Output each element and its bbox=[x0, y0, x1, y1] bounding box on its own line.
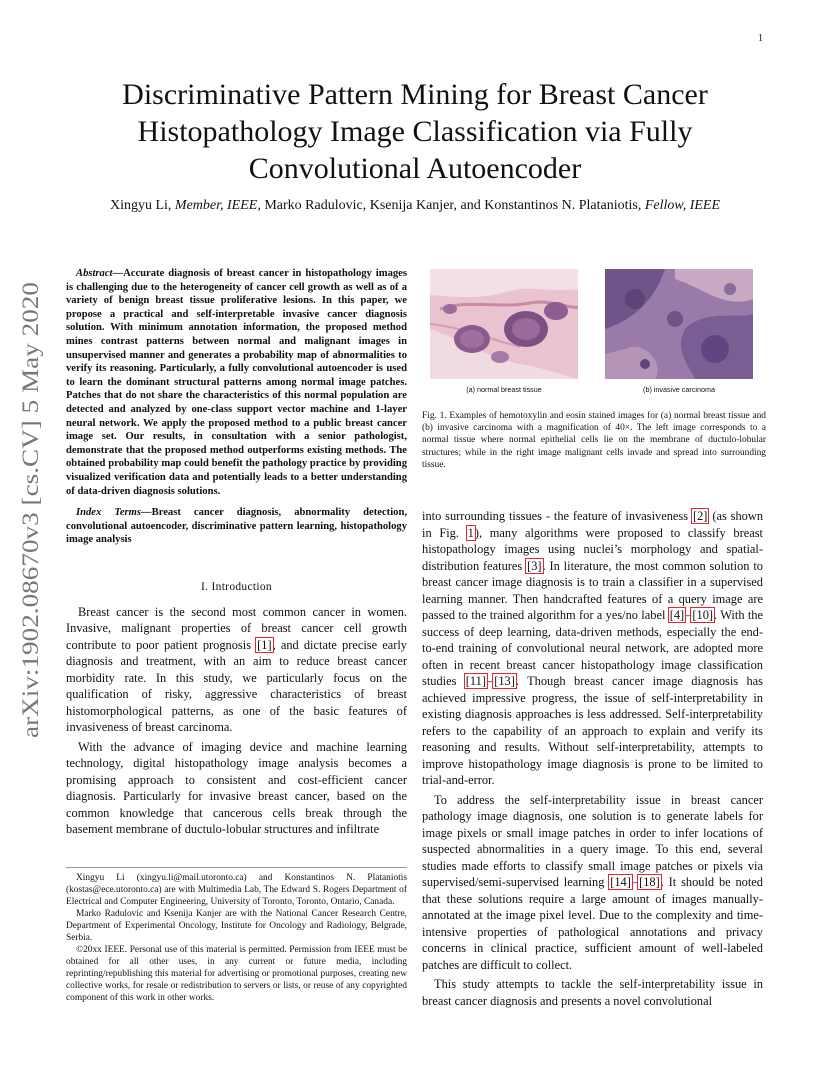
right-column bbox=[422, 508, 763, 1009]
footnote-copyright: ©20xx IEEE. Personal use of this material is permitted. Permission from IEEE must be obtained for all other uses, in any current or future media, including reprinting/republishing this material for advertising or promotional purposes, creating new collective works, for resale or redistribution to servers or lists, or reuse of any copyrighted component of this work in other works. bbox=[66, 945, 407, 1003]
paragraph-text: – bbox=[486, 674, 494, 688]
footnote-affiliation-1: Xingyu Li (xingyu.li@mail.utoronto.ca) and Konstantinos N. Plataniotis (kostas@ece.utoronto.ca) are with Multimedia Lab, The Edward S. Rogers Department of Electrical and Computer Engineering, University of Toronto, Toronto, Ontario, Canada. bbox=[66, 873, 407, 907]
page-number: 1 bbox=[758, 33, 763, 44]
abstract-label: Abstract bbox=[76, 268, 113, 279]
figure-reference-link[interactable]: 1 bbox=[467, 525, 474, 540]
normal-tissue-image bbox=[430, 269, 578, 379]
abstract-text: —Accurate diagnosis of breast cancer in histopathology images is challenging due to the heterogeneity of cancer cell growth as well as of a variety of benign breast tissue proliferative lesions. In this paper, we propose a practical and self-interpretable invasive cancer diagnosis solution. With minimum annotation information, the proposed method mines contrast patterns between normal and malignant images in unsupervised manner and generates a probability map of abnormalities to verify its reasoning. Particularly, a fully convolutional autoencoder is used to learn the dominant structural patterns among normal image patches. Patches that do not share the characteristics of this normal population are detected and analyzed by one-class support vector machine and 1-layer neural network. We apply the proposed method to a public breast cancer image set. Our results, in consultation with a senior pathologist, demonstrate that the proposed method outperforms existing methods. The obtained probability map could benefit the pathology practice by providing visualized verification data and potentially leads to a better understanding of data-driven diagnosis solutions. bbox=[66, 268, 407, 497]
author-list bbox=[60, 198, 770, 214]
figure-caption: Fig. 1. Examples of hemotoxylin and eosin stained images for (a) normal breast tissue and (b) invasive carcinoma with a magnification of 40×. The left image corresponds to a normal tissue where normal epithelial cells lie on the membrane of ductulo-lobular structures; while in the right image malignant cells invade and spread into surrounding tissue. bbox=[422, 411, 766, 470]
paragraph-text: – bbox=[631, 875, 639, 889]
index-terms-label: Index Terms bbox=[76, 507, 142, 519]
footnotes bbox=[66, 867, 407, 1004]
paragraph-text: With the advance of imaging device and machine learning technology, digital histopathology image analysis becomes a promising approach to consistent and cost-efficient cancer diagnosis. Particularly for invasive breast cancer, based on the common knowledge that cancerous cells break through the basement membrane of ductulo-lobular structures and infiltrate bbox=[66, 739, 407, 837]
author-name: Marko Radulovic, Ksenija Kanjer, and Konstantinos N. Plataniotis, bbox=[260, 198, 645, 213]
paragraph-text: Breast cancer is the second most common cancer in women. Invasive, malignant properties of breast cancer cell growth contribute to poor patient prognosis bbox=[66, 604, 407, 652]
intro-paragraph-4 bbox=[422, 792, 763, 974]
paragraph-text: , and dictate precise early diagnosis and treatment, with an aim to reduce breast cancer morbidity rate. In this study, we particularly focus on the qualification of risky, aggressive characteristics of breast histomorphological patterns, as one of the basic features of invasiveness of breast carcinoma. bbox=[66, 637, 407, 735]
subcaption-invasive: (b) invasive carcinoma bbox=[643, 385, 715, 394]
citation-link[interactable]: [3] bbox=[527, 558, 542, 573]
citation-link[interactable]: [14] bbox=[610, 875, 631, 889]
paragraph-text: . With the success of deep learning, data-driven methods, especially the end-to-end training of convolutional neural network, are adopted more often in recent breast cancer histopathology image classification studies bbox=[422, 608, 763, 688]
paragraph-text: . In literature, the most common solution to breast cancer image diagnosis is to train a classifier in a supervised learning manner. Then handcrafted features of a query image are passed to the trained algorithm for a yes/no label bbox=[422, 558, 763, 622]
invasive-carcinoma-image bbox=[605, 269, 753, 379]
arxiv-identifier-stamp[interactable] bbox=[6, 280, 46, 738]
citation-link[interactable]: [10] bbox=[692, 608, 714, 622]
title-line-1: Discriminative Pattern Mining for Breast Cancer bbox=[122, 78, 708, 111]
paragraph-text: To address the self-interpretability issue in breast cancer pathology image diagnosis, one solution is to generate labels for image pixels or small image patches in order to infer locations of suspected abnormalities in a query image. To this end, several studies made efforts to classify small image patches or pixels via supervised/semi-supervised learning bbox=[422, 792, 763, 889]
paragraph-text: (as shown in Fig. bbox=[422, 509, 764, 540]
citation-link[interactable]: [18] bbox=[639, 875, 660, 889]
author-name: Xingyu Li, bbox=[109, 198, 175, 213]
author-membership: Member, IEEE, bbox=[174, 198, 261, 213]
subcaption-normal: (a) normal breast tissue bbox=[466, 385, 542, 394]
intro-paragraph-2 bbox=[66, 739, 407, 838]
paragraph-text: – bbox=[685, 608, 692, 622]
intro-paragraph-5 bbox=[422, 976, 763, 1009]
title-line-3: Convolutional Autoencoder bbox=[248, 152, 582, 185]
index-terms bbox=[66, 506, 407, 547]
citation-link[interactable]: [13] bbox=[494, 674, 515, 688]
index-terms-text: —Breast cancer diagnosis, abnormality detection, convolutional autoencoder, discriminative pattern learning, histopathology image analysis bbox=[66, 507, 407, 546]
paragraph-text: . It should be noted that these solutions require a large amount of images manually-annotated at the image pixel level. Due to the complexity and time-intensive properties of pathological annotations and privacy concerns in clinical practice, sufficient amount of well-labeled patches are difficult to collect. bbox=[422, 875, 763, 972]
paragraph-text: This study attempts to tackle the self-interpretability issue in breast cancer diagnosis and presents a novel convolutional bbox=[422, 977, 763, 1008]
paragraph-text: . Though breast cancer image diagnosis has achieved impressive progress, the issue of self-interpretability in existing diagnosis approaches is less addressed. Self-interpretability refers to the capability of an approach to explain and verify its reasoning and results. Without self-interpretability, attempts to improve histopathology image diagnosis is prone to be limited to trial-and-error. bbox=[422, 674, 763, 787]
abstract bbox=[66, 267, 407, 498]
section-heading-introduction: I. Introduction bbox=[201, 580, 272, 593]
paper-title bbox=[70, 76, 760, 187]
left-column bbox=[66, 267, 407, 838]
paragraph-text: into surrounding tissues - the feature of invasiveness bbox=[422, 509, 692, 523]
author-membership: Fellow, IEEE bbox=[644, 198, 721, 213]
citation-link[interactable]: [2] bbox=[692, 509, 708, 523]
intro-paragraph-3 bbox=[422, 508, 763, 789]
footnote-affiliation-2: Marko Radulovic and Ksenija Kanjer are with the National Cancer Research Centre, Department of Experimental Oncology, Institute for Oncology and Radiology, Belgrade, Serbia. bbox=[66, 909, 407, 943]
citation-link[interactable]: [4] bbox=[669, 608, 685, 622]
citation-link[interactable]: [1] bbox=[257, 637, 272, 652]
arxiv-identifier-text: arXiv:1902.08670v3 [cs.CV] 5 May 2020 bbox=[18, 352, 43, 738]
paragraph-text: ), many algorithms were proposed to classify breast histopathology images using nuclei’s morphology and spatial-distribution features bbox=[422, 525, 763, 573]
intro-paragraph-1 bbox=[66, 604, 407, 736]
title-line-2: Histopathology Image Classification via Fully bbox=[137, 115, 693, 148]
citation-link[interactable]: [11] bbox=[465, 674, 486, 688]
